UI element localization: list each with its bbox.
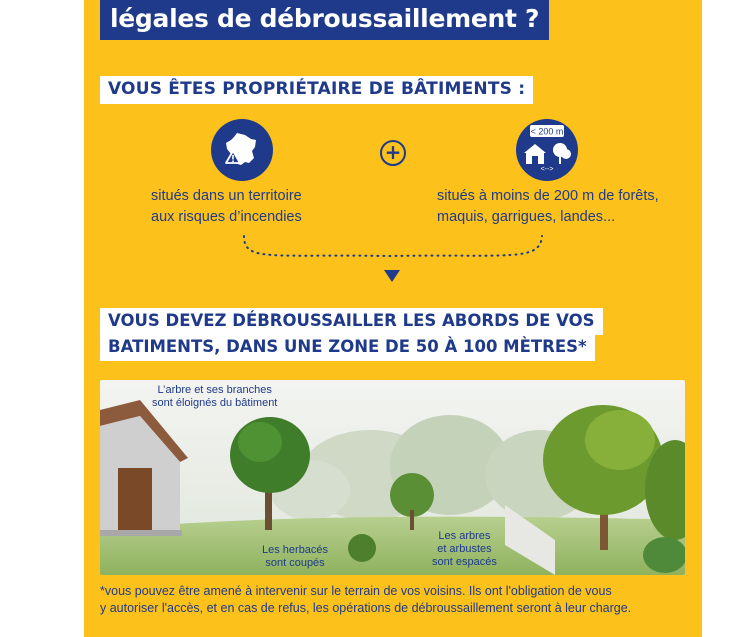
france-map-warning-icon: [211, 119, 273, 181]
condition-line: situés à moins de 200 m de forêts,: [437, 188, 659, 204]
label-line: et arbustes: [437, 543, 492, 555]
label-tree-distance: [152, 384, 277, 410]
requirement-heading-line1: [100, 308, 603, 335]
footnote-line: y autoriser l'accès, et en cas de refus, les opérations de débroussaillement seront à leur charge.: [100, 601, 632, 615]
distance-arrow-text: <-->: [540, 166, 554, 173]
label-herbs: [262, 544, 328, 570]
requirement-heading-line2: [100, 334, 595, 361]
label-line: Les arbres: [438, 530, 491, 542]
condition-line: aux risques d’incendies: [151, 209, 302, 225]
condition-forest-distance-text: [437, 186, 659, 228]
footnote: [100, 583, 700, 617]
owner-heading-text: VOUS ÊTES PROPRIÉTAIRE DE BÂTIMENTS :: [108, 79, 526, 99]
arrow-down-icon: [384, 270, 400, 282]
clearing-illustration: [100, 380, 685, 575]
requirement-text: VOUS DEVEZ DÉBROUSSAILLER LES ABORDS DE VOS: [108, 311, 595, 330]
house-forest-distance-icon: [516, 119, 578, 181]
page-title: [100, 0, 549, 40]
label-line: sont éloignés du bâtiment: [152, 397, 278, 409]
footnote-line: *vous pouvez être amené à intervenir sur le terrain de vos voisins. Ils ont l'obligation de vous: [100, 584, 612, 598]
merge-connector: [240, 232, 550, 288]
label-line: sont espacés: [432, 556, 497, 568]
label-line: L’arbre et ses branches: [157, 384, 272, 396]
requirement-text: BATIMENTS, DANS UNE ZONE DE 50 À 100 MÈTRES*: [108, 337, 587, 356]
plus-icon: +: [380, 140, 406, 166]
condition-line: situés dans un territoire: [151, 188, 302, 204]
condition-fire-risk-text: [151, 186, 302, 228]
title-line: légales de débroussaillement ?: [110, 4, 540, 33]
label-line: Les herbacés: [262, 544, 329, 556]
label-shrubs: [432, 530, 497, 569]
label-line: sont coupés: [265, 557, 325, 569]
condition-line: maquis, garrigues, landes...: [437, 209, 616, 225]
distance-badge-text: < 200 m: [530, 126, 564, 137]
owner-heading: [100, 76, 533, 104]
